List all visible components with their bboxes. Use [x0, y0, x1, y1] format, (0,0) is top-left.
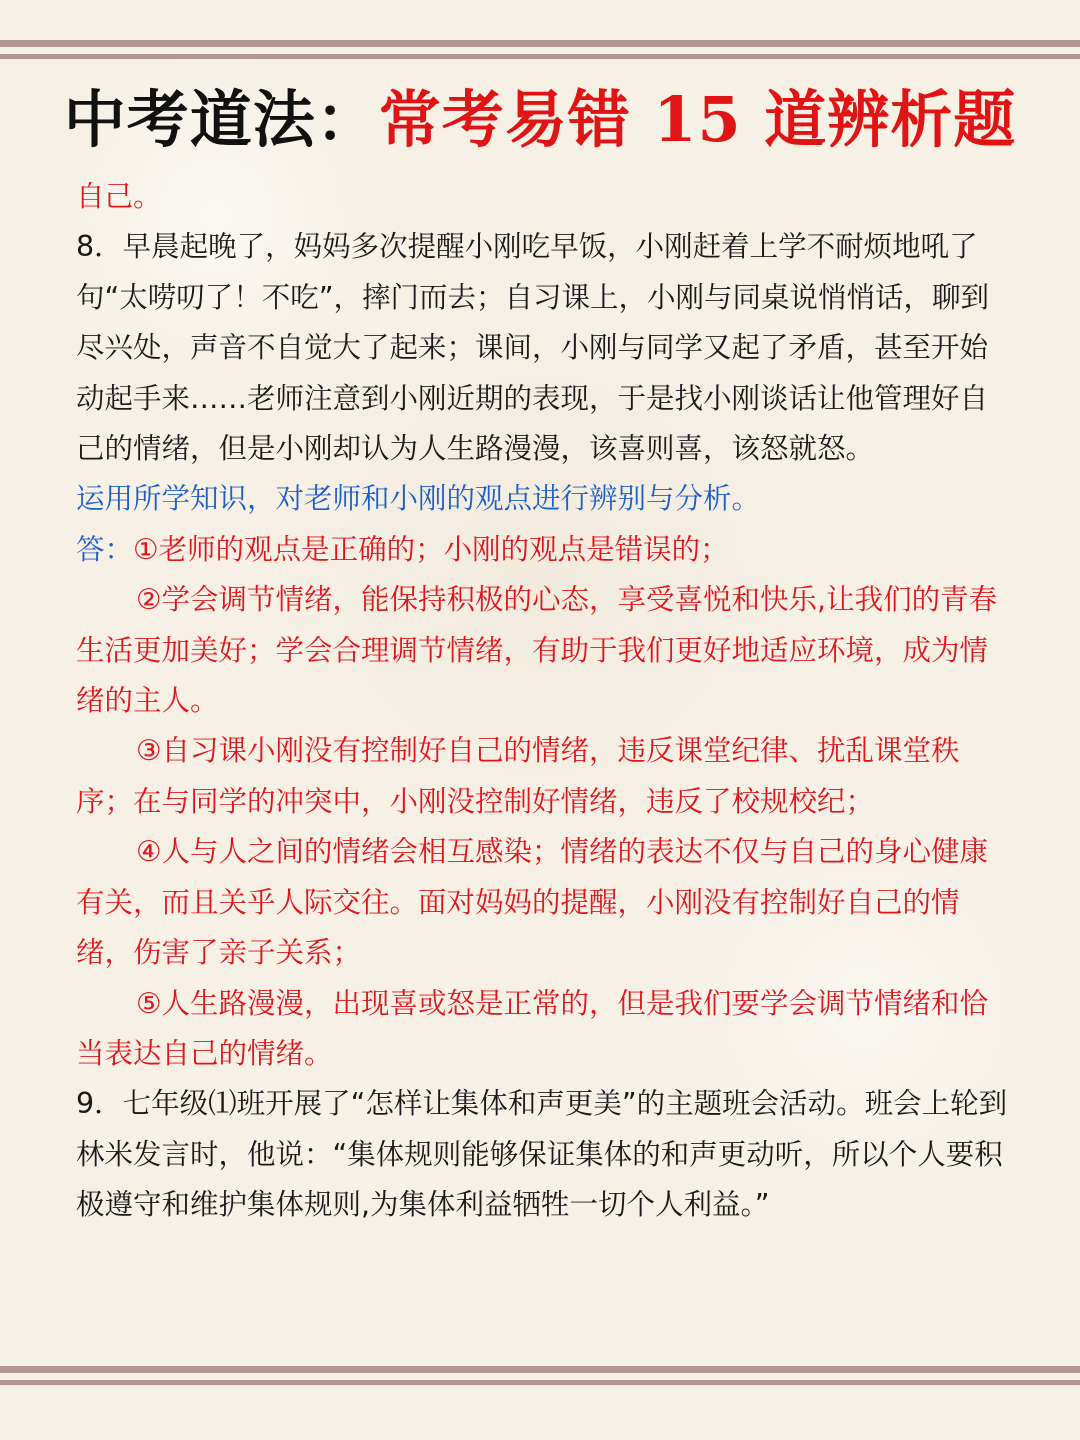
answer-point-1 [76, 525, 1016, 575]
title-prefix: 中考道法： [63, 83, 379, 156]
page-title [0, 80, 1080, 160]
question-8-text: 8．早晨起晚了，妈妈多次提醒小刚吃早饭，小刚赶着上学不耐烦地吼了句“太唠叨了！不吃”，摔门而去；自习课上，小刚与同桌说悄悄话，聊到尽兴处，声音不自觉大了起来；课间，小刚与同学又起了矛盾，甚至开始动起手来……老师注意到小刚近期的表现，于是找小刚谈话让他管理好自己的情绪，但是小刚却认为人生路漫漫，该喜则喜，该怒就怒。 [76, 230, 990, 466]
bottom-border-line-thick [0, 1366, 1080, 1373]
top-border-line-thin [0, 54, 1080, 59]
answer-point-4: ④人与人之间的情绪会相互感染；情绪的表达不仅与自己的身心健康有关，而且关乎人际交往。面对妈妈的提醒，小刚没有控制好自己的情绪，伤害了亲子关系； [76, 835, 989, 970]
question-9-text: 9．七年级⑴班开展了“怎样让集体和声更美”的主题班会活动。班会上轮到林米发言时，他说：“集体规则能够保证集体的和声更动听，所以个人要积极遵守和维护集体规则,为集体利益牺牲一切个人利益。” [76, 1087, 1008, 1222]
answer-label: 答： [76, 532, 134, 566]
top-border [0, 40, 1080, 66]
question-8-prompt: 运用所学知识，对老师和小刚的观点进行辨别与分析。 [76, 482, 761, 516]
title-highlight: 常考易错 15 道辨析题 [378, 83, 1017, 156]
paragraph-continuation: 自己。 [76, 180, 162, 213]
answer-point-1-text: ①老师的观点是正确的；小刚的观点是错误的； [133, 532, 729, 566]
top-border-line-thick [0, 40, 1080, 47]
answer-point-2: ②学会调节情绪，能保持积极的心态，享受喜悦和快乐,让我们的青春生活更加美好；学会合理调节情绪，有助于我们更好地适应环境，成为情绪的主人。 [76, 583, 998, 718]
bottom-border [0, 1366, 1080, 1392]
answer-point-3: ③自习课小刚没有控制好自己的情绪，违反课堂纪律、扰乱课堂秩序；在与同学的冲突中，小刚没控制好情绪，违反了校规校纪； [76, 734, 960, 818]
answer-point-5: ⑤人生路漫漫，出现喜或怒是正常的，但是我们要学会调节情绪和恰当表达自己的情绪。 [76, 986, 989, 1070]
article-body [76, 172, 1016, 1231]
bottom-border-line-thin [0, 1380, 1080, 1385]
